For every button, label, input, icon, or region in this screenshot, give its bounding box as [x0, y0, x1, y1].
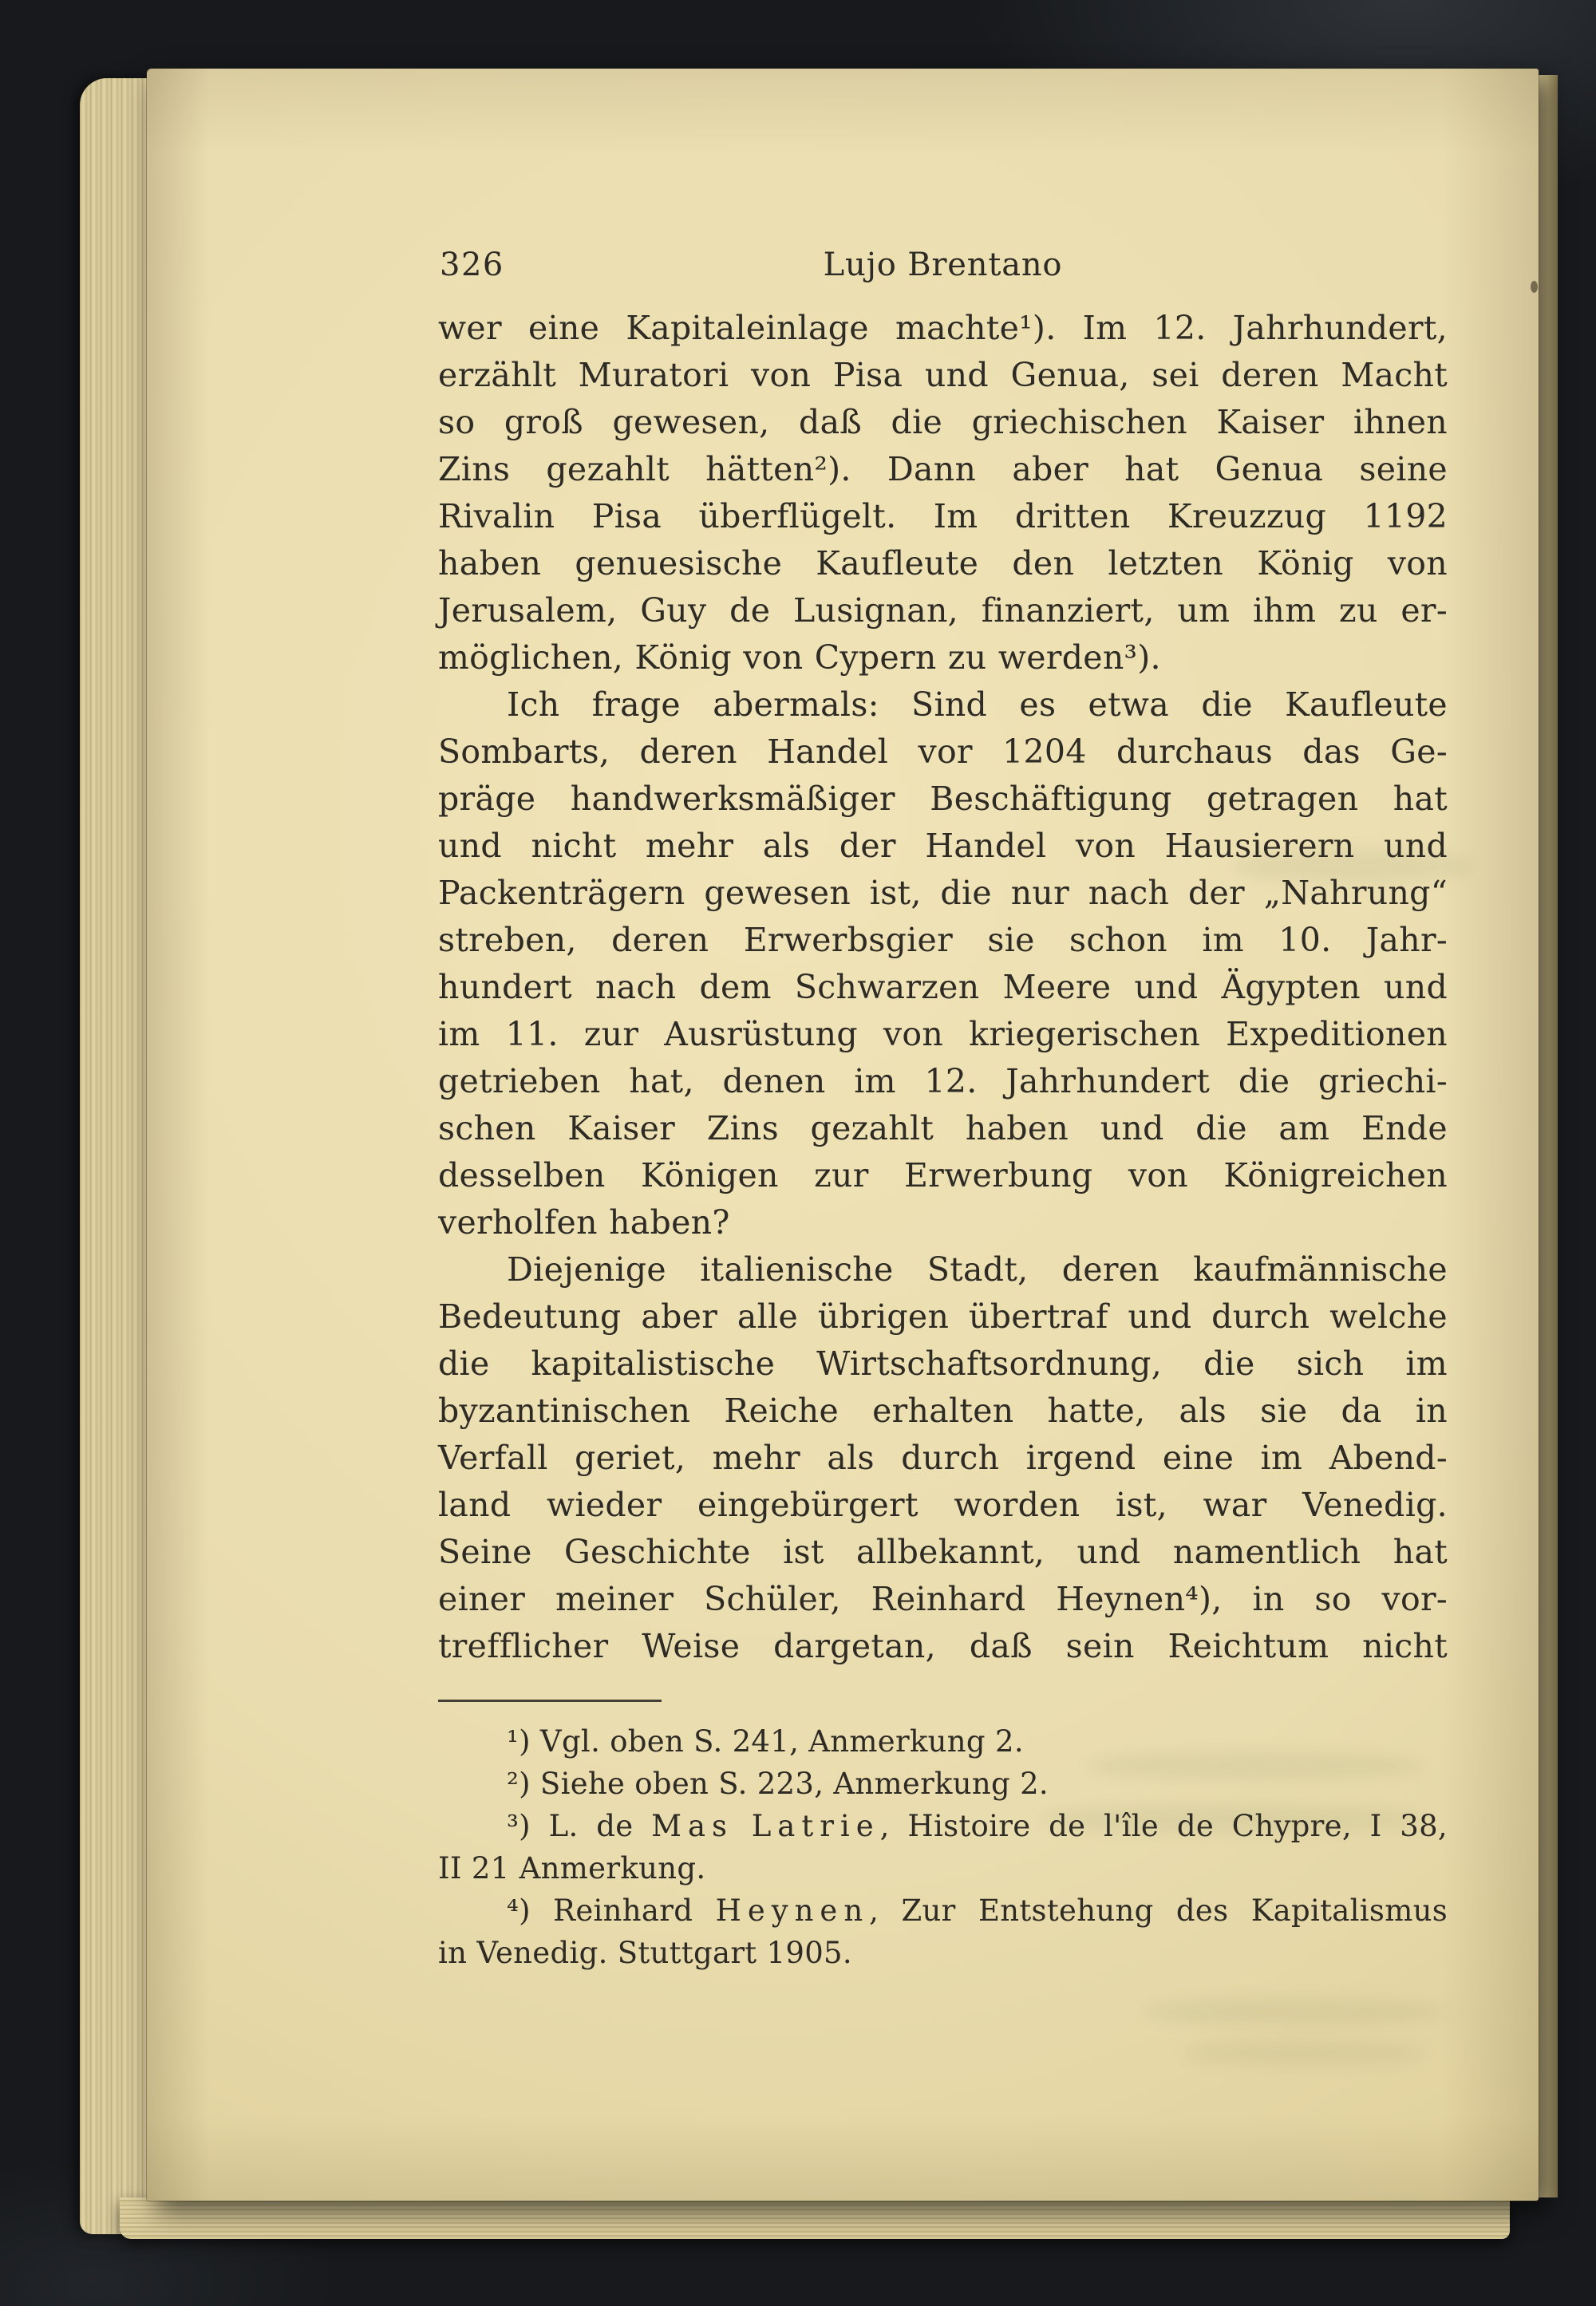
body-line: land wieder eingebürgert worden ist, war Venedig. [438, 1486, 1448, 1524]
book-fore-edge-right [1539, 75, 1558, 2197]
paper-speck [1531, 281, 1538, 293]
body-line: wer eine Kapitaleinlage machte¹). Im 12. Jahrhundert, [438, 309, 1448, 347]
book-page [147, 69, 1539, 2201]
body-line: Verfall geriet, mehr als durch irgend eine im Abend- [438, 1439, 1448, 1477]
body-line: hundert nach dem Schwarzen Meere und Ägypten und [438, 968, 1448, 1006]
footnote-line: in Venedig. Stuttgart 1905. [438, 1936, 852, 1970]
body-line: Seine Geschichte ist allbekannt, und namentlich hat [438, 1533, 1448, 1571]
body-line: Bedeutung aber alle übrigen übertraf und durch welche [438, 1297, 1448, 1336]
body-line: im 11. zur Ausrüstung von kriegerischen Expeditionen [438, 1015, 1448, 1053]
footnote-line: ⁴) Reinhard H e y n e n , Zur Entstehung des Kapitalismus [507, 1893, 1448, 1928]
body-line: Zins gezahlt hätten²). Dann aber hat Genua seine [438, 450, 1448, 488]
page-number: 326 [440, 247, 504, 283]
body-line: trefflicher Weise dargetan, daß sein Reichtum nicht [438, 1627, 1448, 1665]
footnote-separator-rule [438, 1700, 662, 1702]
footnote-line: ²) Siehe oben S. 223, Anmerkung 2. [507, 1767, 1049, 1801]
footnotes [438, 1720, 1448, 1974]
body-line: streben, deren Erwerbsgier sie schon im 10. Jahr- [438, 921, 1448, 959]
body-line: Diejenige italienische Stadt, deren kaufmännische [507, 1250, 1448, 1289]
show-through-stain [1144, 1998, 1448, 2025]
body-line: und nicht mehr als der Handel von Hausierern und [438, 827, 1448, 865]
body-line: getrieben hat, denen im 12. Jahrhundert die griechi- [438, 1062, 1448, 1100]
show-through-stain [1184, 2041, 1424, 2065]
body-line: verholfen haben? [438, 1203, 730, 1242]
body-line: Sombarts, deren Handel vor 1204 durchaus das Ge- [438, 732, 1448, 771]
body-line: Jerusalem, Guy de Lusignan, finanziert, um ihm zu er- [438, 591, 1448, 630]
book-page-edges-left [80, 78, 153, 2234]
footnote-line: ¹) Vgl. oben S. 241, Anmerkung 2. [507, 1724, 1024, 1759]
body-line: Ich frage abermals: Sind es etwa die Kaufleute [507, 685, 1448, 724]
footnote-line: ³) L. de M a s L a t r i e , Histoire de l'île de Chypre, I 38, [507, 1809, 1448, 1843]
body-line: Rivalin Pisa überflügelt. Im dritten Kreuzzug 1192 [438, 497, 1448, 535]
body-line: so groß gewesen, daß die griechischen Kaiser ihnen [438, 403, 1448, 441]
footnote-line: II 21 Anmerkung. [438, 1851, 706, 1885]
body-line: erzählt Muratori von Pisa und Genua, sei deren Macht [438, 356, 1448, 394]
body-line: möglichen, König von Cypern zu werden³). [438, 638, 1161, 677]
body-line: Packenträgern gewesen ist, die nur nach der „Nahrung“ [438, 874, 1448, 912]
body-line: desselben Königen zur Erwerbung von Königreichen [438, 1156, 1448, 1194]
body-line: einer meiner Schüler, Reinhard Heynen⁴), in so vor- [438, 1580, 1448, 1618]
running-header: Lujo Brentano [823, 247, 1063, 283]
body-line: haben genuesische Kaufleute den letzten König von [438, 544, 1448, 582]
body-line: die kapitalistische Wirtschaftsordnung, die sich im [438, 1345, 1448, 1383]
book-page-edges-bottom [120, 2197, 1510, 2239]
page-header [438, 246, 1448, 286]
body-text [438, 305, 1448, 1670]
body-line: schen Kaiser Zins gezahlt haben und die am Ende [438, 1109, 1448, 1147]
body-line: byzantinischen Reiche erhalten hatte, als sie da in [438, 1392, 1448, 1430]
body-line: präge handwerksmäßiger Beschäftigung getragen hat [438, 780, 1448, 818]
